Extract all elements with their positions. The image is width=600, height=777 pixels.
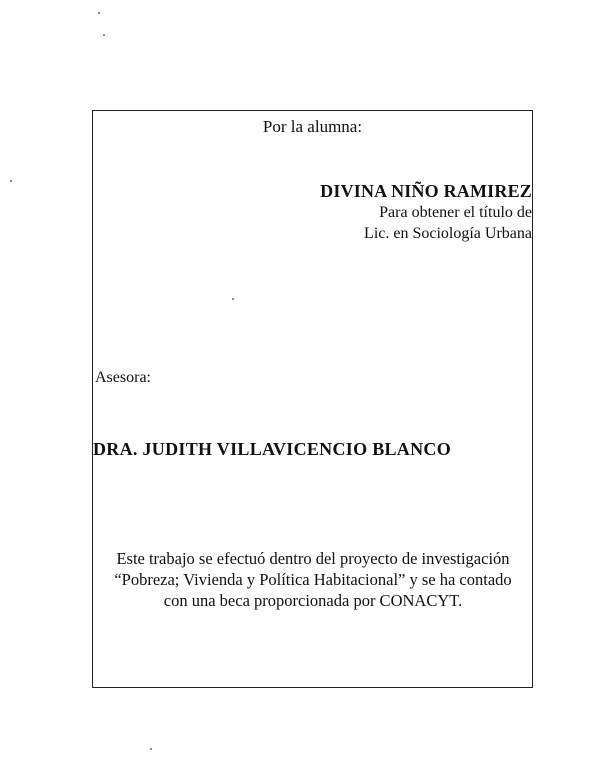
advisor-name: DRA. JUDITH VILLAVICENCIO BLANCO <box>93 439 451 459</box>
advisor-label: Asesora: <box>95 369 151 386</box>
scan-speck <box>10 180 12 182</box>
student-name: DIVINA NIÑO RAMIREZ <box>320 181 532 201</box>
title-page-frame <box>92 110 533 688</box>
intro-text: Por la alumna: <box>262 117 363 136</box>
degree-line-1: Para obtener el título de <box>379 204 532 221</box>
student-block <box>320 181 532 244</box>
scan-speck <box>98 12 100 14</box>
scan-speck <box>150 748 152 750</box>
funding-note: Este trabajo se efectuó dentro del proyecto de investigación “Pobreza; Vivienda y Política Habitacional” y se ha contado con una beca proporcionada por CONACYT. <box>114 549 512 610</box>
scan-speck <box>103 34 105 36</box>
degree-line-2: Lic. en Sociología Urbana <box>364 225 532 242</box>
